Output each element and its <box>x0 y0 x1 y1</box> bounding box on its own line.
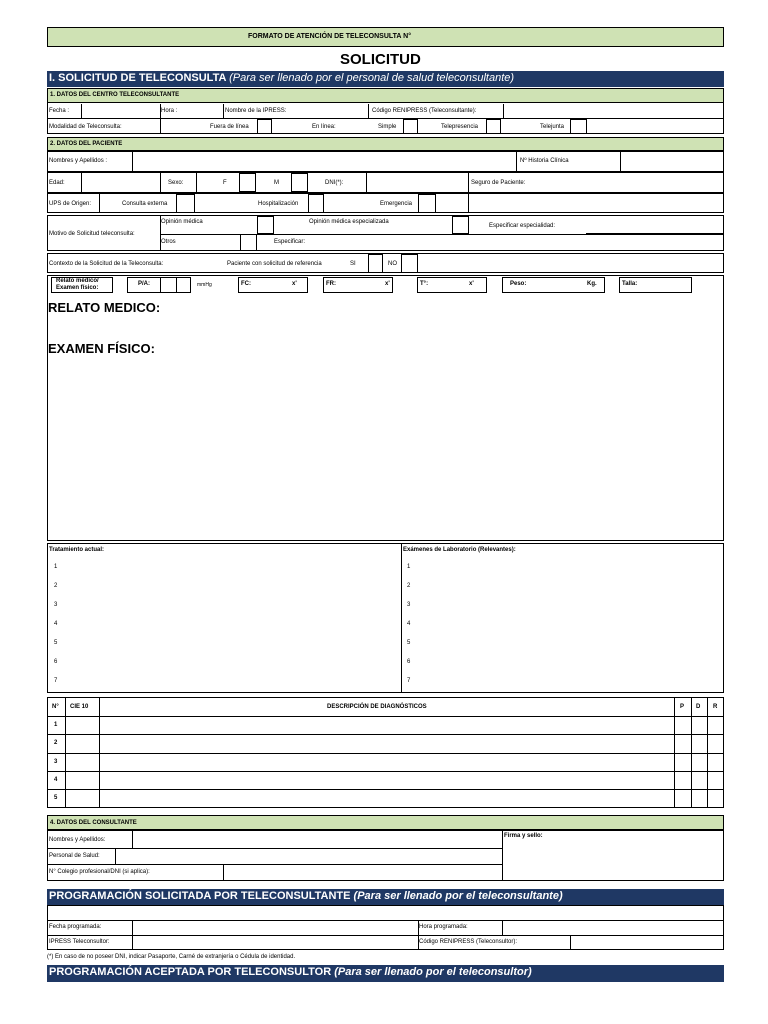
no-label: NO <box>388 261 397 267</box>
telepresencia-label: Telepresencia <box>441 124 479 130</box>
opinion-esp-label: Opinión médica especializada <box>309 219 389 225</box>
renipress-teleconsultor-label: Código RENIPRESS (Teleconsultor): <box>419 939 518 945</box>
diag-header-cie: CIE 10 <box>70 704 89 710</box>
diag-header-p: P <box>680 704 685 710</box>
otros-label: Otros <box>161 239 176 245</box>
diagnosticos-table <box>47 697 724 808</box>
especificar-esp-label: Especificar especialidad: <box>489 223 556 229</box>
emergencia-checkbox[interactable] <box>418 194 436 213</box>
ipress-label: Nombre de la IPRESS: <box>225 108 287 114</box>
temp-unit: x' <box>469 281 474 287</box>
edad-row <box>47 172 724 193</box>
examenes-item-number: 7 <box>407 678 411 684</box>
fr-unit: x' <box>385 281 390 287</box>
motivo-label: Motivo de Solicitud teleconsulta: <box>49 231 135 237</box>
opinion-esp-checkbox[interactable] <box>452 216 469 234</box>
diag-header-no: N° <box>52 704 59 710</box>
motivo-row <box>47 215 724 251</box>
temp-label: T°: <box>420 281 429 287</box>
tratamiento-item-number: 6 <box>54 659 58 665</box>
examenes-item-number: 2 <box>407 583 411 589</box>
historia-label: Nº Historia Clínica <box>520 158 569 164</box>
centro-title: 1. DATOS DEL CENTRO TELECONSULTANTE <box>50 92 180 98</box>
tratamiento-item-number: 1 <box>54 564 58 570</box>
relato-medico-heading: RELATO MEDICO: <box>48 300 161 315</box>
diag-row-number: 5 <box>54 795 58 802</box>
examenes-item-number: 5 <box>407 640 411 646</box>
centro-section <box>47 88 724 134</box>
tratamiento-item-number: 5 <box>54 640 58 646</box>
relato-text-area[interactable] <box>48 321 723 539</box>
ipress-teleconsultor-label: IPRESS Teleconsultor: <box>49 939 110 945</box>
diag-row-number: 3 <box>54 758 58 765</box>
sexo-f-checkbox[interactable] <box>239 173 256 192</box>
diag-row-number: 1 <box>54 722 58 728</box>
ups-row <box>47 193 724 213</box>
diag-header-desc: DESCRIPCIÓN DE DIAGNÓSTICOS <box>327 704 427 710</box>
sexo-label: Sexo: <box>168 180 184 186</box>
dni-note: (*) En caso de no poseer DNI, indicar Pasaporte, Carné de extranjería o Cédula de identidad. <box>47 954 296 960</box>
nombres-row <box>47 151 724 172</box>
section1-title: I. SOLICITUD DE TELECONSULTA <box>49 72 227 84</box>
emergencia-label: Emergencia <box>380 201 413 207</box>
tratamiento-item-number: 4 <box>54 621 58 627</box>
paciente-title: 2. DATOS DEL PACIENTE <box>50 141 123 147</box>
aceptada-title: PROGRAMACIÓN ACEPTADA POR TELECONSULTOR <box>49 966 332 978</box>
fr-label: FR: <box>326 281 336 287</box>
relato-block <box>47 275 724 541</box>
fuera-label: Fuera de línea <box>210 124 249 130</box>
centro-header <box>48 89 723 103</box>
fecha-field[interactable] <box>82 104 160 118</box>
peso-label: Peso: <box>510 281 527 287</box>
no-checkbox[interactable] <box>401 254 418 273</box>
aceptada-subtitle: (Para ser llenado por el teleconsultor) <box>334 966 532 978</box>
tratamiento-item-number: 3 <box>54 602 58 608</box>
tratamiento-item-number: 7 <box>54 678 58 684</box>
examenes-item-number: 1 <box>407 564 411 570</box>
mmhg-label: mmHg <box>197 282 212 288</box>
fuera-checkbox[interactable] <box>257 119 272 134</box>
diag-header-r: R <box>713 704 718 710</box>
firma-label: Firma y sello: <box>504 833 543 839</box>
opinion-checkbox[interactable] <box>257 216 274 234</box>
kg-label: Kg. <box>587 281 597 287</box>
otros-checkbox[interactable] <box>240 234 257 251</box>
especificar-label: Especificar: <box>274 239 306 245</box>
personal-label: Personal de Salud: <box>49 853 100 859</box>
sexo-f-label: F <box>223 180 227 186</box>
diag-header-d: D <box>696 704 701 710</box>
relato-label-2: Examen físico: <box>56 285 99 291</box>
hora-programada-label: Hora programada: <box>419 924 468 930</box>
tratamiento-block <box>47 543 724 693</box>
tratamiento-title: Tratamiento actual: <box>49 547 105 553</box>
aceptada-bar <box>47 965 724 982</box>
examen-fisico-heading: EXAMEN FÍSICO: <box>48 341 155 356</box>
format-title: FORMATO DE ATENCIÓN DE TELECONSULTA N° <box>248 33 412 40</box>
tratamiento-item-number: 2 <box>54 583 58 589</box>
section1-bar <box>47 71 724 87</box>
fecha-label: Fecha : <box>49 108 70 114</box>
pa-label: P/A: <box>138 281 150 287</box>
paciente-header <box>47 137 724 151</box>
fecha-programada-label: Fecha programada: <box>49 924 102 930</box>
seguro-label: Seguro de Paciente: <box>471 180 526 186</box>
simple-label: Simple <box>378 124 397 130</box>
hora-label: Hora : <box>161 108 178 114</box>
contexto-label: Contexto de la Solicitud de la Teleconsulta: <box>49 261 164 267</box>
fc-unit: x' <box>292 281 297 287</box>
consulta-externa-checkbox[interactable] <box>176 194 195 213</box>
section1-subtitle: (Para ser llenado por el personal de salud teleconsultante) <box>229 72 515 84</box>
consultante-nombres-label: Nombres y Apellidos: <box>49 837 106 843</box>
examenes-item-number: 4 <box>407 621 411 627</box>
sexo-m-label: M <box>274 180 279 186</box>
contexto-row <box>47 253 724 273</box>
consultante-header <box>47 815 724 830</box>
telejunta-label: Telejunta <box>540 124 565 130</box>
page-title: SOLICITUD <box>340 51 421 68</box>
fc-label: FC: <box>241 281 251 287</box>
examenes-item-number: 6 <box>407 659 411 665</box>
telejunta-checkbox[interactable] <box>570 119 587 134</box>
modalidad-label: Modalidad de Teleconsulta: <box>49 124 122 130</box>
opinion-label: Opinión médica <box>161 219 203 225</box>
si-checkbox[interactable] <box>368 254 383 273</box>
examenes-item-number: 3 <box>407 602 411 608</box>
relato-label-1: Relato médico/ <box>56 278 99 284</box>
consulta-externa-label: Consulta externa <box>122 201 168 207</box>
en-linea-label: En línea: <box>312 124 336 130</box>
telepresencia-checkbox[interactable] <box>486 119 501 134</box>
programacion-bar <box>47 889 724 905</box>
ups-label: UPS de Origen: <box>49 201 92 207</box>
sexo-m-checkbox[interactable] <box>291 173 308 192</box>
programacion-subtitle: (Para ser llenado por el teleconsultante) <box>353 890 563 902</box>
examenes-title: Exámenes de Laboratorio (Relevantes): <box>403 547 516 553</box>
talla-label: Talla: <box>622 281 638 287</box>
dni-label: DNI(*): <box>325 180 344 186</box>
edad-label: Edad: <box>49 180 65 186</box>
simple-checkbox[interactable] <box>403 119 418 134</box>
renipress-label: Código RENIPRESS (Teleconsultante): <box>372 108 477 114</box>
consultante-block <box>47 830 724 881</box>
programacion-block <box>47 905 724 950</box>
programacion-title: PROGRAMACIÓN SOLICITADA POR TELECONSULTANTE <box>49 890 351 902</box>
colegio-label: N° Colegio profesional/DNI (si aplica): <box>49 869 150 875</box>
si-label: SI <box>350 261 356 267</box>
consultante-title: 4. DATOS DEL CONSULTANTE <box>50 820 137 826</box>
hospitalizacion-label: Hospitalización <box>258 201 299 207</box>
referencia-label: Paciente con solicitud de referencia <box>227 261 322 267</box>
diag-row-number: 4 <box>54 776 58 783</box>
format-title-bar <box>47 27 724 47</box>
hospitalizacion-checkbox[interactable] <box>308 194 324 213</box>
diag-row-number: 2 <box>54 740 58 747</box>
nombres-label: Nombres y Apellidos : <box>49 158 108 164</box>
